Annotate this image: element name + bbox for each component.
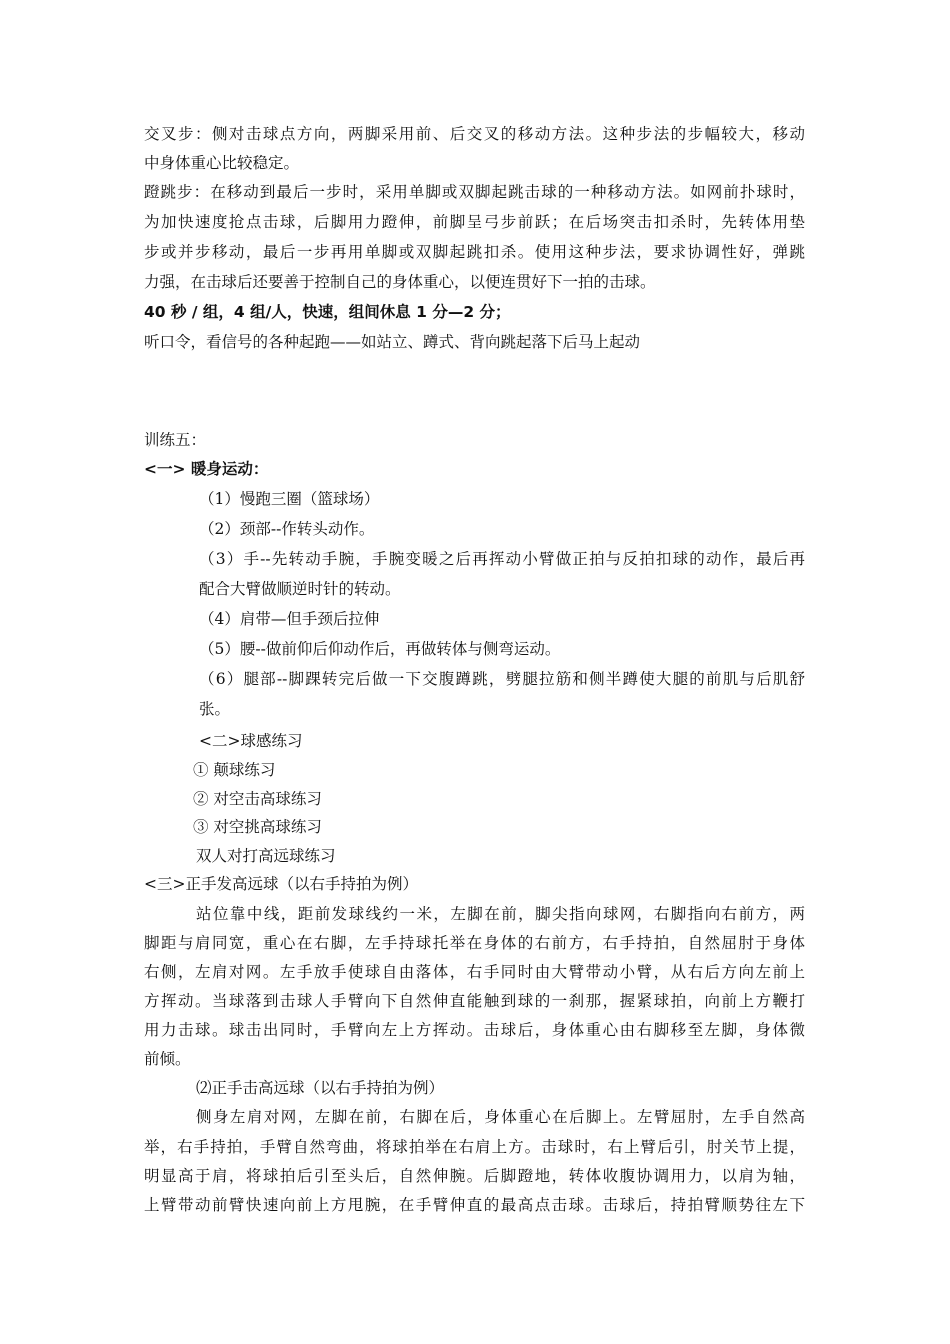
subsection-heading: ⑵正手击高远球（以右手持拍为例） [196, 1079, 445, 1097]
paragraph-line: 上臂带动前臂快速向前上方甩腕，在手臂伸直的最高点击球。击球后，持拍臂顺势往左下 [144, 1196, 805, 1214]
list-item: （2）颈部--作转头动作。 [199, 520, 375, 538]
paragraph-line: 明显高于肩，将球拍后引至头后，自然伸腕。后脚蹬地，转体收腹协调用力，以肩为轴， [144, 1167, 805, 1185]
list-item: （3）手--先转动手腕，手腕变暖之后再挥动小臂做正拍与反拍扣球的动作，最后再 [199, 550, 805, 568]
paragraph-line: 举，右手持拍，手臂自然弯曲，将球拍举在右肩上方。击球时，右上臂后引，肘关节上提， [144, 1138, 805, 1156]
list-item: 张。 [199, 700, 231, 718]
paragraph-line: 交叉步：侧对击球点方向，两脚采用前、后交叉的移动方法。这种步法的步幅较大，移动 [144, 125, 805, 143]
list-item: ② 对空击高球练习 [193, 790, 322, 808]
list-item: 双人对打高远球练习 [196, 847, 336, 865]
list-item: （1）慢跑三圈（篮球场） [199, 490, 380, 508]
paragraph-line: 力强，在击球后还要善于控制自己的身体重心，以便连贯好下一拍的击球。 [144, 273, 656, 291]
paragraph-line: 中身体重心比较稳定。 [144, 154, 300, 172]
paragraph-line: 用力击球。球击出同时，手臂向左上方挥动。击球后，身体重心由右脚移至左脚，身体微 [144, 1021, 805, 1039]
paragraph-line: 听口令，看信号的各种起跑——如站立、蹲式、背向跳起落下后马上起动 [144, 333, 641, 351]
paragraph-line: 蹬跳步：在移动到最后一步时，采用单脚或双脚起跳击球的一种移动方法。如网前扑球时， [144, 183, 805, 201]
list-item: 配合大臂做顺逆时针的转动。 [199, 580, 401, 598]
paragraph-line: 步或并步移动，最后一步再用单脚或双脚起跳扣杀。使用这种步法，要求协调性好，弹跳 [144, 243, 805, 261]
paragraph-line: 侧身左肩对网，左脚在前，右脚在后，身体重心在后脚上。左臂屈肘，左手自然高 [196, 1108, 805, 1126]
section-heading: 训练五： [144, 431, 207, 449]
list-item: （5）腰--做前仰后仰动作后，再做转体与侧弯运动。 [199, 640, 561, 658]
paragraph-line: 前倾。 [144, 1050, 191, 1068]
subsection-heading: <一> 暖身运动： [144, 460, 269, 478]
paragraph-line: 方挥动。当球落到击球人手臂向下自然伸直能触到球的一刹那，握紧球拍，向前上方鞭打 [144, 992, 805, 1010]
list-item: （4）肩带—但手颈后拉伸 [199, 610, 380, 628]
list-item: ① 颠球练习 [193, 761, 276, 779]
subsection-heading: <二>球感练习 [199, 732, 303, 750]
list-item: ③ 对空挑高球练习 [193, 818, 322, 836]
list-item: （6）腿部--脚踝转完后做一下交腹蹲跳，劈腿拉筋和侧半蹲使大腿的前肌与后肌舒 [199, 670, 805, 688]
training-spec-line: 40 秒 / 组，4 组/人，快速，组间休息 1 分—2 分； [144, 303, 511, 321]
subsection-heading: <三>正手发高远球（以右手持拍为例） [144, 875, 418, 893]
paragraph-line: 右侧，左肩对网。左手放手使球自由落体，右手同时由大臂带动小臂，从右后方向左前上 [144, 963, 805, 981]
paragraph-line: 站位靠中线，距前发球线约一米，左脚在前，脚尖指向球网，右脚指向右前方，两 [196, 905, 805, 923]
paragraph-line: 为加快速度抢点击球，后脚用力蹬伸，前脚呈弓步前跃；在后场突击扣杀时，先转体用垫 [144, 213, 805, 231]
paragraph-line: 脚距与肩同宽，重心在右脚，左手持球托举在身体的右前方，右手持拍，自然屈肘于身体 [144, 934, 805, 952]
